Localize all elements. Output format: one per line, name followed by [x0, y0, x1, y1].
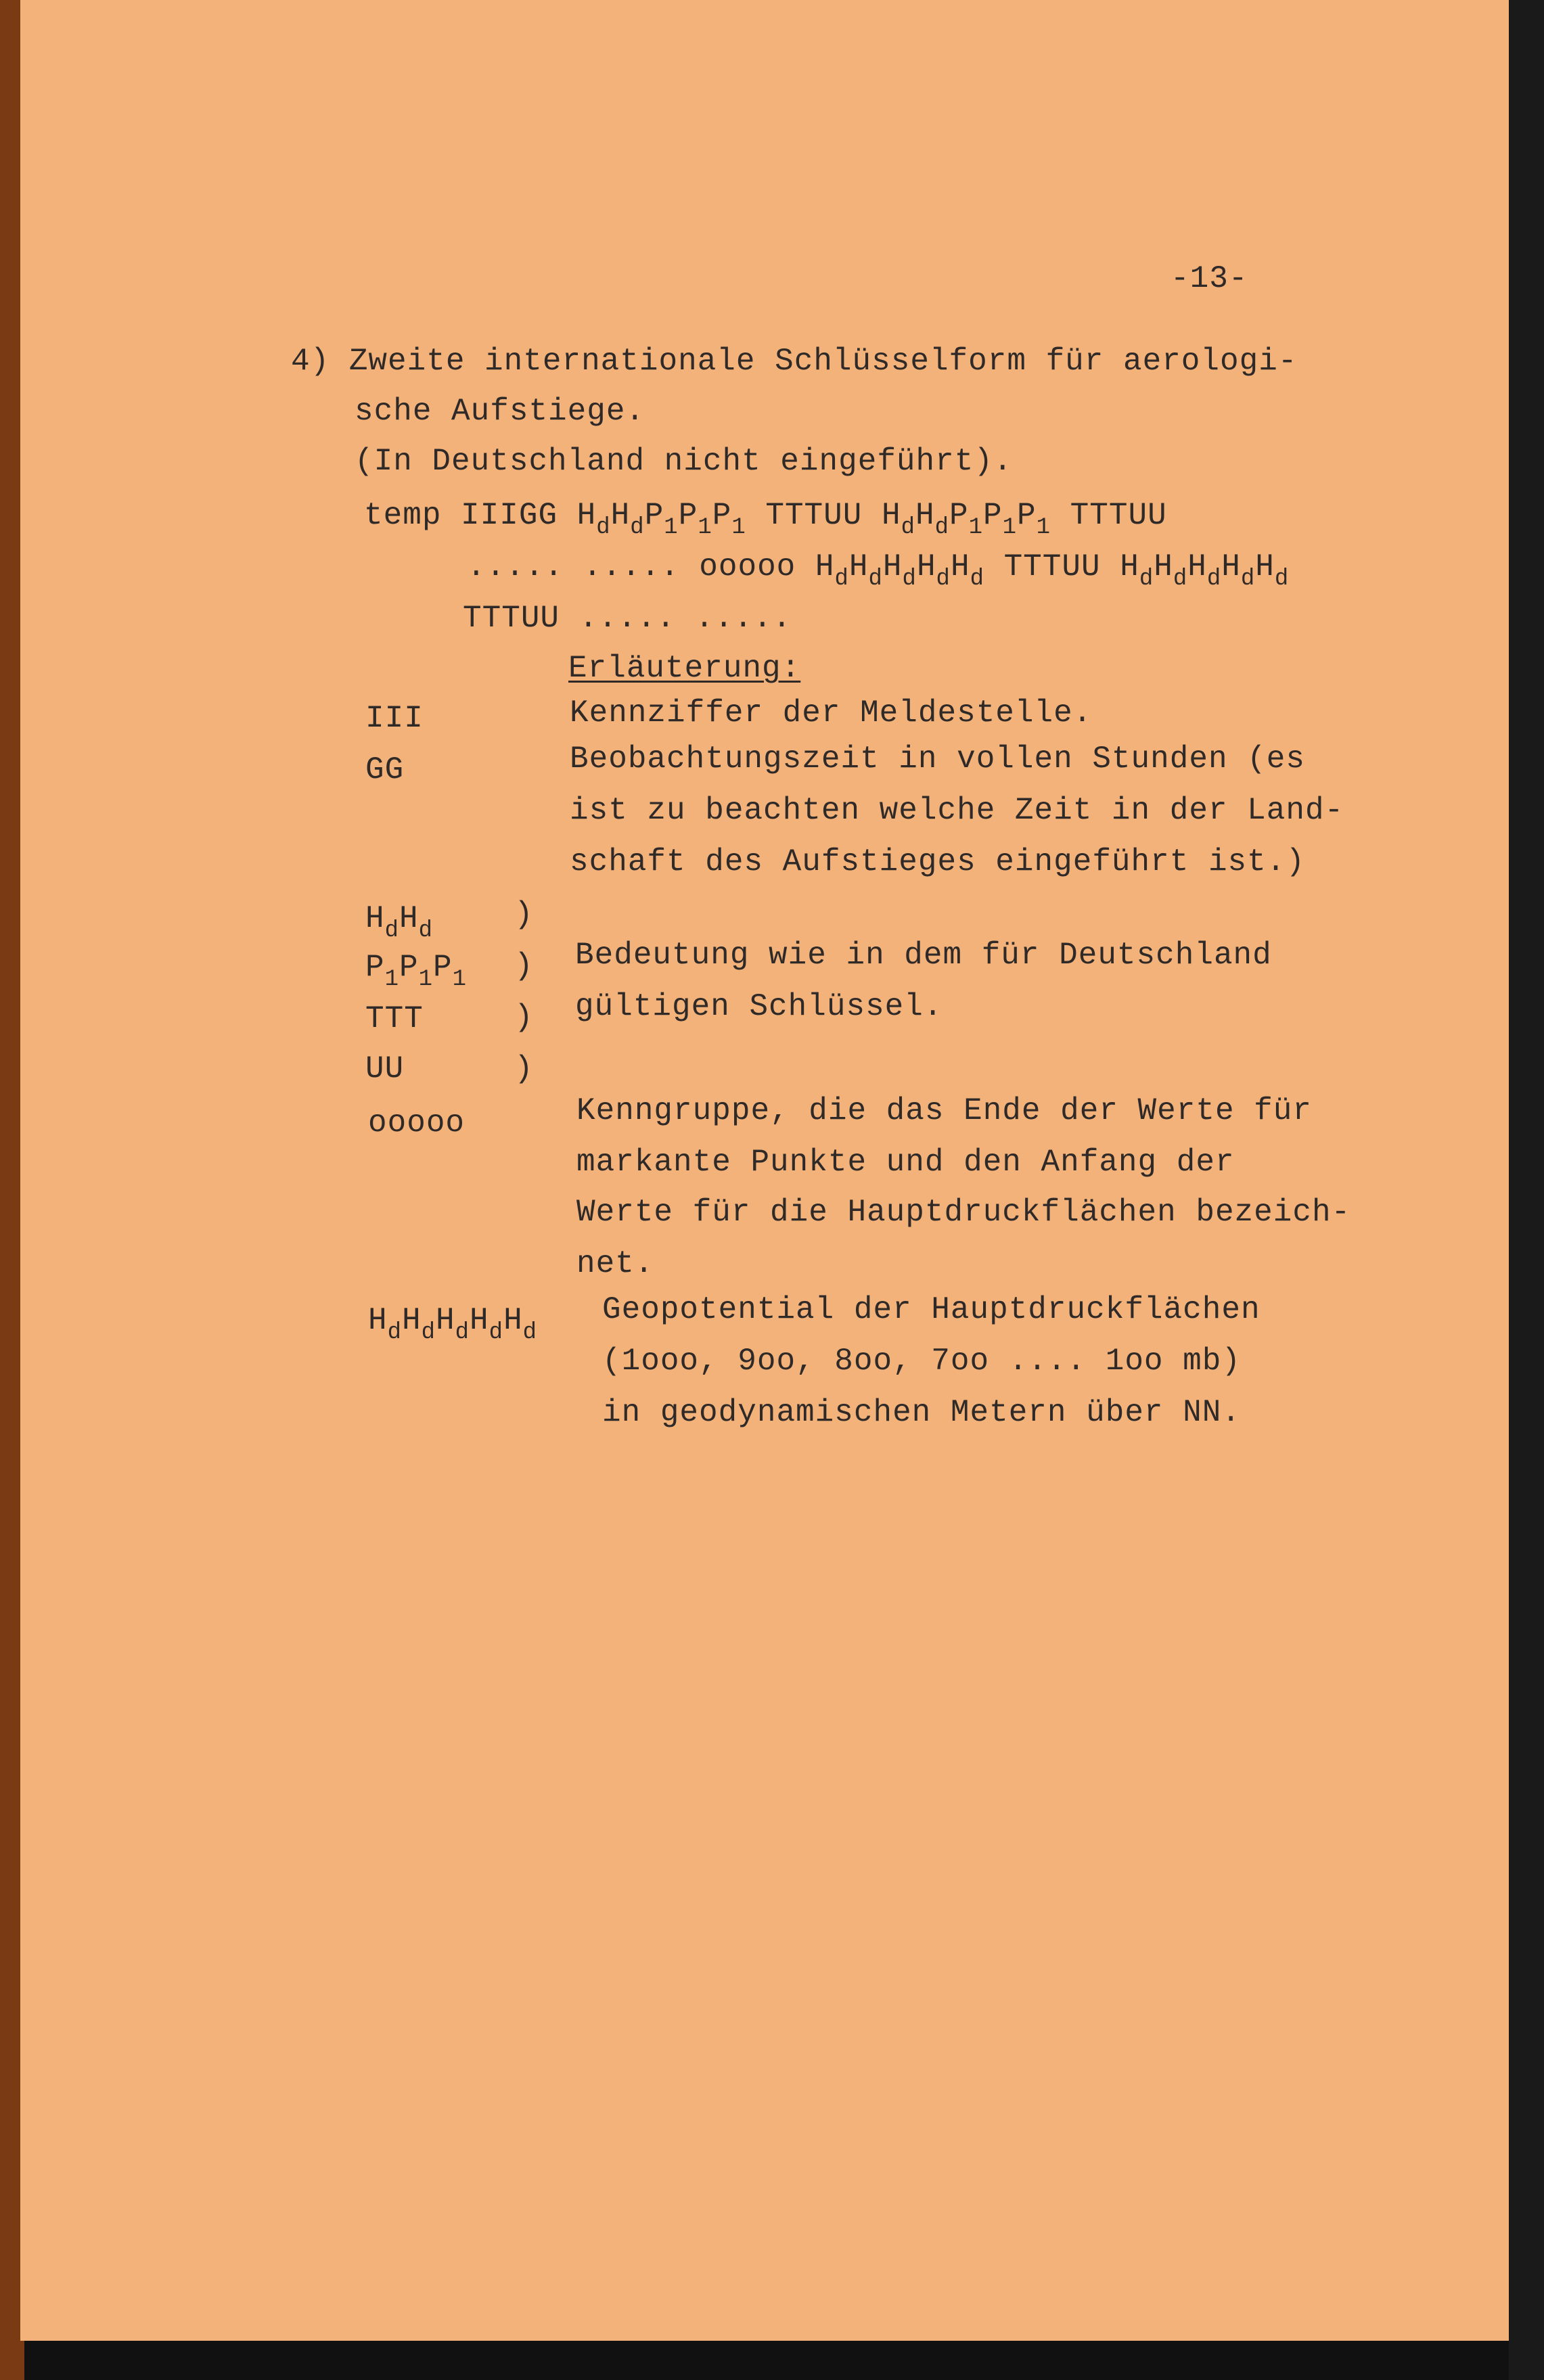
paren-2: ) [514, 948, 534, 984]
key-hdhd: $H_dH_d$ [365, 901, 434, 944]
text-gg-1: Beobachtungszeit in vollen Stunden (es [570, 741, 1305, 777]
text-gg-3: schaft des Aufstieges eingeführt ist.) [570, 844, 1305, 879]
key-gg: GG [365, 752, 405, 787]
paren-1: ) [514, 897, 534, 932]
text-group-2: gültigen Schlüssel. [575, 989, 943, 1024]
heading-line-2: sche Aufstiege. [355, 394, 645, 429]
text-ooooo-2: markante Punkte und den Anfang der [576, 1145, 1235, 1180]
paren-3: ) [514, 1000, 534, 1035]
key-iii: III [365, 701, 424, 736]
heading-line-1: 4) Zweite internationale Schlüsselform für aerologi- [291, 344, 1298, 379]
explanation-title: Erläuterung: [568, 651, 801, 686]
page-number: -13- [1171, 261, 1248, 296]
text-iii: Kennziffer der Meldestelle. [570, 695, 1093, 731]
code-line-1: temp IIIGG $H_dH_dP_1P_1P_1$ TTTUU $H_dH_dP_1P_1P_1$ TTTUU [364, 498, 1167, 541]
text-group-1: Bedeutung wie in dem für Deutschland [575, 938, 1272, 973]
document-page [20, 0, 1509, 2341]
text-ooooo-3: Werte für die Hauptdruckflächen bezeich- [576, 1195, 1351, 1230]
text-geo-3: in geodynamischen Metern über NN. [602, 1395, 1241, 1430]
heading-line-3: (In Deutschland nicht eingeführt). [355, 444, 1013, 479]
key-uu: UU [365, 1051, 405, 1086]
paren-4: ) [514, 1051, 534, 1086]
page-edge [1509, 0, 1544, 2380]
text-geo-1: Geopotential der Hauptdruckflächen [602, 1292, 1261, 1327]
text-gg-2: ist zu beachten welche Zeit in der Land- [570, 793, 1344, 828]
key-ttt: TTT [365, 1001, 424, 1036]
code-prefix: temp IIIGG [364, 498, 577, 533]
text-ooooo-1: Kenngruppe, die das Ende der Werte für [576, 1093, 1312, 1128]
text-ooooo-4: net. [576, 1246, 654, 1281]
text-geo-2: (1ooo, 9oo, 8oo, 7oo .... 1oo mb) [602, 1344, 1241, 1379]
code-line-2: ..... ..... ooooo $H_dH_dH_dH_dH_d$ TTTUU $H_dH_dH_dH_dH_d$ [467, 549, 1290, 592]
key-ooooo: ooooo [368, 1105, 466, 1141]
key-p1p1p1: $P_1P_1P_1$ [365, 950, 468, 992]
code-line-3: TTTUU ..... ..... [463, 601, 792, 636]
key-hdhdhdhdhd: $H_dH_dH_dH_dH_d$ [368, 1303, 538, 1346]
